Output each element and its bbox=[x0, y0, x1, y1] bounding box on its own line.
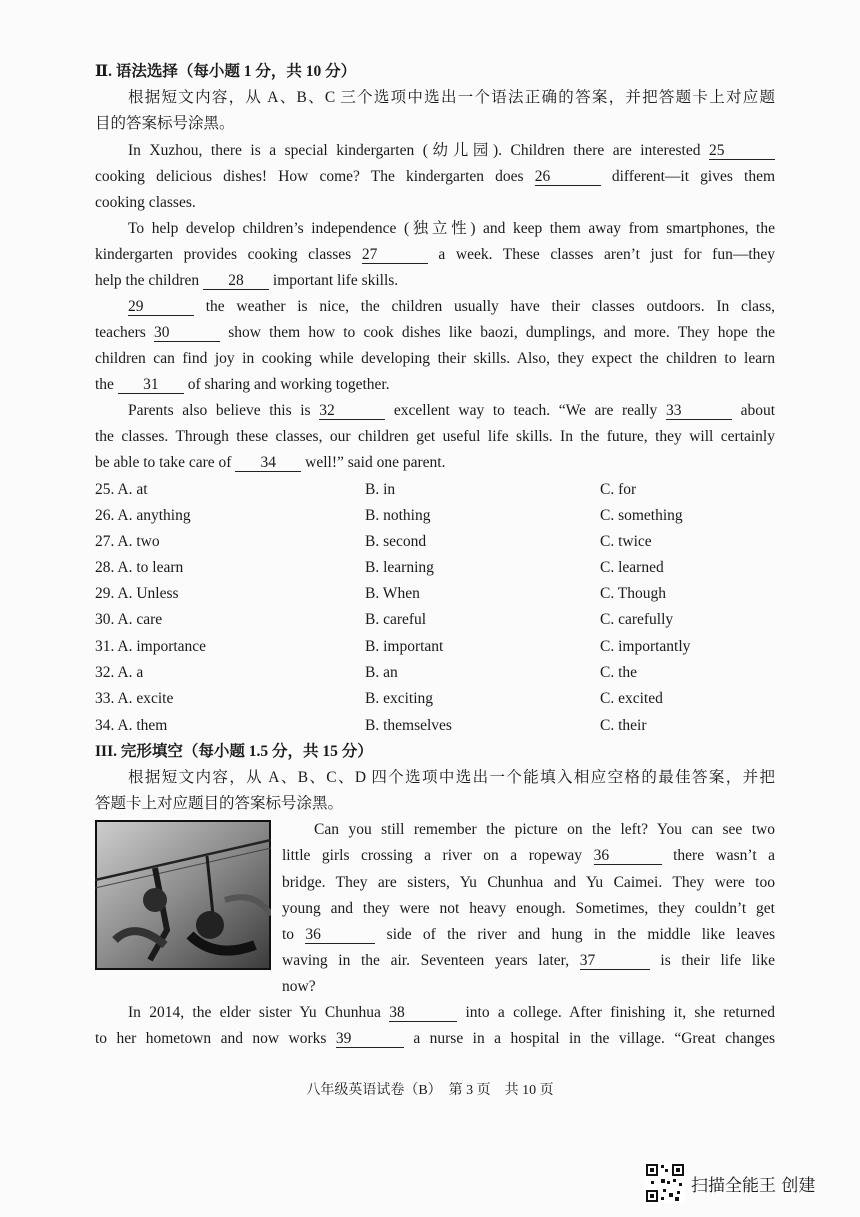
blank-30: 30 bbox=[154, 324, 220, 342]
option-c: C. excited bbox=[600, 690, 663, 707]
option-b: B. When bbox=[365, 585, 420, 602]
option-a: 26. A. anything bbox=[95, 507, 191, 524]
passage-line: cooking classes. bbox=[95, 194, 196, 211]
passage-line: To help develop children’s independence (独立性) and keep them away from smartphones, the bbox=[128, 220, 775, 237]
scanner-watermark bbox=[645, 1163, 815, 1203]
passage-line: waving in the air. Seventeen years later, 37 is their life like bbox=[282, 952, 776, 969]
passage-line: teachers 30 show them how to cook dishes like baozi, dumplings, and more. They hope the bbox=[95, 324, 776, 341]
section-2-instruction-cont: 目的答案标号涂黑。 bbox=[95, 115, 235, 132]
option-c: C. the bbox=[600, 664, 638, 681]
page-footer: 八年级英语试卷（B） 第 3 页 共 10 页 bbox=[306, 1083, 554, 1098]
option-c: C. learned bbox=[600, 559, 664, 576]
blank-36: 36 bbox=[594, 847, 662, 865]
option-b: B. nothing bbox=[365, 507, 431, 524]
option-a: 32. A. a bbox=[95, 664, 144, 681]
passage-line: In 2014, the elder sister Yu Chunhua 38 into a college. After finishing it, she returned bbox=[128, 1004, 776, 1021]
ropeway-photo bbox=[95, 820, 271, 970]
scanner-label: 扫描全能王 创建 bbox=[691, 1175, 816, 1196]
passage-line: help the children 28 important life skills. bbox=[95, 272, 399, 289]
passage-line: the classes. Through these classes, our children get useful life skills. In the future, they will certainly bbox=[95, 428, 775, 445]
option-a: 29. A. Unless bbox=[95, 585, 179, 602]
passage-line: to her hometown and now works 39 a nurse in a hospital in the village. “Great changes bbox=[95, 1030, 775, 1047]
option-a: 25. A. at bbox=[95, 481, 148, 498]
option-c: C. for bbox=[600, 481, 637, 498]
blank-34: 34 bbox=[235, 454, 301, 472]
blank-27: 27 bbox=[362, 246, 428, 264]
option-a: 34. A. them bbox=[95, 717, 168, 734]
passage-line: Can you still remember the picture on the left? You can see two bbox=[314, 821, 775, 838]
option-c: C. their bbox=[600, 717, 647, 734]
passage-line: little girls crossing a river on a ropeway 36 there wasn’t a bbox=[282, 847, 776, 864]
blank-32: 32 bbox=[319, 402, 385, 420]
passage-line: 29 the weather is nice, the children usually have their classes outdoors. In class, bbox=[128, 298, 775, 315]
passage-line: kindergarten provides cooking classes 27 a week. These classes aren’t just for fun—they bbox=[95, 246, 776, 263]
passage-line: In Xuzhou, there is a special kindergarten (幼儿园). Children there are interested 25 bbox=[128, 141, 775, 161]
section-2-instruction: 根据短文内容，从 A、B、C 三个选项中选出一个语法正确的答案，并把答题卡上对应题 bbox=[128, 89, 775, 106]
passage-line: now? bbox=[282, 978, 316, 995]
passage-line: children can find joy in cooking while developing their skills. Also, they expect the children to learn bbox=[95, 350, 775, 367]
option-c: C. twice bbox=[600, 533, 652, 550]
blank-28: 28 bbox=[203, 272, 269, 290]
option-c: C. Though bbox=[600, 585, 667, 602]
blank-38: 38 bbox=[389, 1004, 457, 1022]
passage-line: cooking delicious dishes! How come? The kindergarten does 26 different—it gives them bbox=[95, 168, 776, 185]
option-b: B. careful bbox=[365, 611, 427, 628]
passage-line: young and they were not heavy enough. Sometimes, they couldn’t get bbox=[282, 900, 775, 917]
option-a: 31. A. importance bbox=[95, 638, 207, 655]
qr-code-icon bbox=[645, 1163, 685, 1203]
section-2-heading: Ⅱ. 语法选择（每小题 1 分，共 10 分） bbox=[95, 63, 357, 80]
option-b: B. an bbox=[365, 664, 398, 681]
option-a: 28. A. to learn bbox=[95, 559, 184, 576]
option-b: B. important bbox=[365, 638, 444, 655]
option-b: B. in bbox=[365, 481, 396, 498]
blank-37: 37 bbox=[580, 952, 650, 970]
option-b: B. second bbox=[365, 533, 427, 550]
option-b: B. themselves bbox=[365, 717, 452, 734]
blank-33: 33 bbox=[666, 402, 732, 420]
option-a: 33. A. excite bbox=[95, 690, 174, 707]
blank-29: 29 bbox=[128, 298, 194, 316]
passage-line: Parents also believe this is 32 excellent way to teach. “We are really 33 about bbox=[128, 402, 775, 419]
passage-line: the 31 of sharing and working together. bbox=[95, 376, 390, 393]
blank-36: 36 bbox=[305, 926, 375, 944]
section-3-instruction: 根据短文内容，从 A、B、C、D 四个选项中选出一个能填入相应空格的最佳答案，并把 bbox=[128, 769, 775, 786]
option-a: 30. A. care bbox=[95, 611, 163, 628]
blank-31: 31 bbox=[118, 376, 184, 394]
option-b: B. exciting bbox=[365, 690, 434, 707]
blank-39: 39 bbox=[336, 1030, 404, 1048]
section-3-heading: III. 完形填空（每小题 1.5 分，共 15 分） bbox=[95, 743, 373, 760]
section-3-instruction-cont: 答题卡上对应题目的答案标号涂黑。 bbox=[95, 795, 344, 812]
option-a: 27. A. two bbox=[95, 533, 160, 550]
option-c: C. carefully bbox=[600, 611, 674, 628]
blank-25: 25 bbox=[709, 142, 775, 160]
passage-line: to 36 side of the river and hung in the middle like leaves bbox=[282, 926, 776, 943]
blank-26: 26 bbox=[535, 168, 601, 186]
option-c: C. importantly bbox=[600, 638, 691, 655]
passage-line: be able to take care of 34 well!” said one parent. bbox=[95, 454, 446, 471]
option-b: B. learning bbox=[365, 559, 434, 576]
passage-line: bridge. They are sisters, Yu Chunhua and Yu Caimei. They were too bbox=[282, 874, 775, 891]
option-c: C. something bbox=[600, 507, 683, 524]
